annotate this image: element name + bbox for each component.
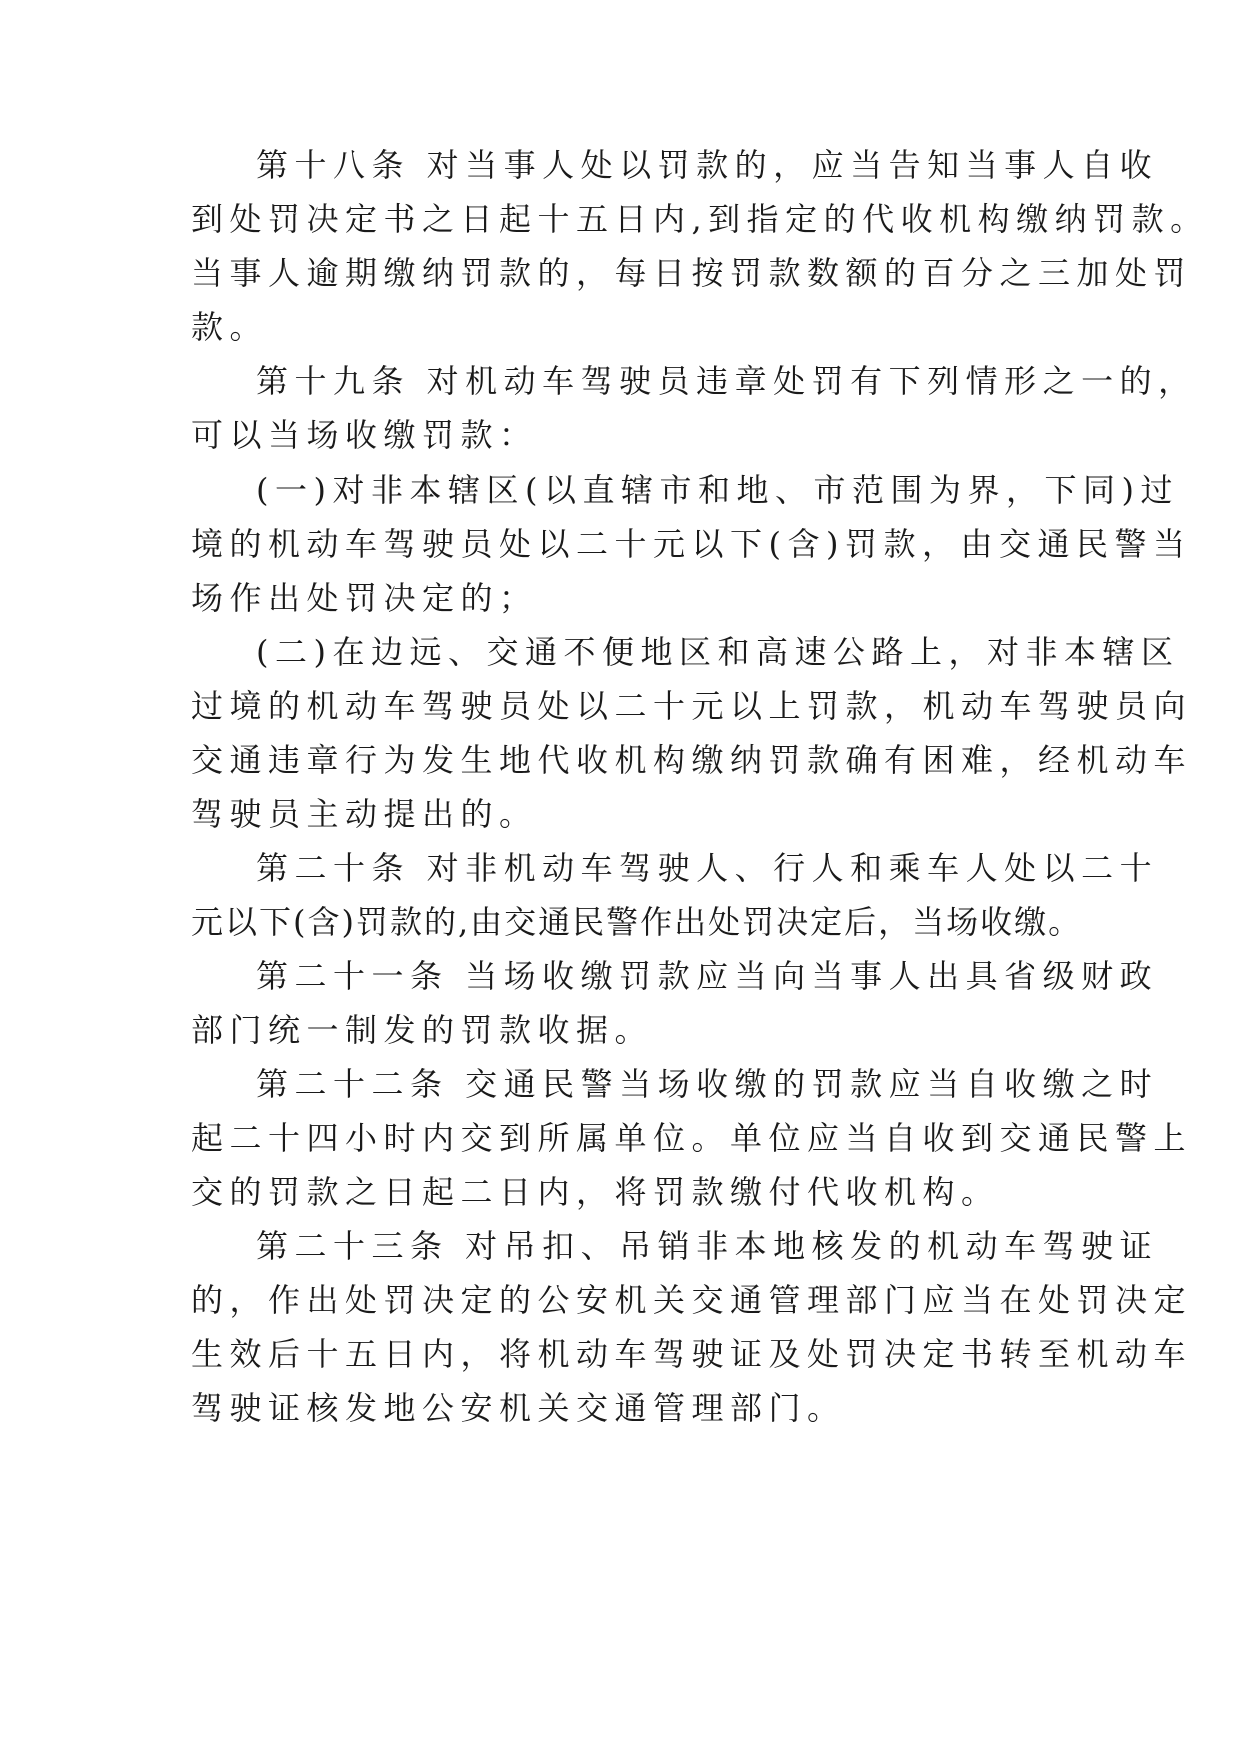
article-18-line-2: 到处罚决定书之日起十五日内,到指定的代收机构缴纳罚款。	[191, 200, 1209, 238]
article-23-line-3: 生效后十五日内，将机动车驾驶证及处罚决定书转至机动车	[191, 1335, 1193, 1373]
clause-2-line-4: 驾驶员主动提出的。	[191, 795, 538, 833]
article-20-line-1: 第二十条 对非机动车驾驶人、行人和乘车人处以二十	[256, 849, 1159, 887]
article-23-line-1: 第二十三条 对吊扣、吊销非本地核发的机动车驾驶证	[256, 1227, 1159, 1265]
article-18-line-3: 当事人逾期缴纳罚款的，每日按罚款数额的百分之三加处罚	[191, 254, 1193, 292]
clause-2-line-3: 交通违章行为发生地代收机构缴纳罚款确有困难，经机动车	[191, 741, 1193, 779]
article-19-line-1: 第十九条 对机动车驾驶员违章处罚有下列情形之一的，	[256, 362, 1197, 400]
clause-1-line-1: (一)对非本辖区(以直辖市和地、市范围为界，下同)过	[256, 471, 1179, 509]
article-21-line-2: 部门统一制发的罚款收据。	[191, 1011, 654, 1049]
clause-2-line-1: (二)在边远、交通不便地区和高速公路上，对非本辖区	[256, 633, 1180, 671]
article-18-line-1: 第十八条 对当事人处以罚款的，应当告知当事人自收	[256, 146, 1159, 184]
clause-1-line-3: 场作出处罚决定的；	[191, 579, 538, 617]
clause-1-line-2: 境的机动车驾驶员处以二十元以下(含)罚款，由交通民警当	[191, 525, 1192, 563]
article-19-line-2: 可以当场收缴罚款：	[191, 416, 538, 454]
article-20-line-2: 元以下(含)罚款的,由交通民警作出处罚决定后，当场收缴。	[191, 903, 1083, 941]
article-22-line-2: 起二十四小时内交到所属单位。单位应当自收到交通民警上	[191, 1119, 1193, 1157]
article-23-line-2: 的，作出处罚决定的公安机关交通管理部门应当在处罚决定	[191, 1281, 1193, 1319]
article-18-line-4: 款。	[191, 308, 269, 346]
article-21-line-1: 第二十一条 当场收缴罚款应当向当事人出具省级财政	[256, 957, 1159, 995]
article-22-line-1: 第二十二条 交通民警当场收缴的罚款应当自收缴之时	[256, 1065, 1159, 1103]
article-22-line-3: 交的罚款之日起二日内，将罚款缴付代收机构。	[191, 1173, 1000, 1211]
article-23-line-4: 驾驶证核发地公安机关交通管理部门。	[191, 1389, 846, 1427]
clause-2-line-2: 过境的机动车驾驶员处以二十元以上罚款，机动车驾驶员向	[191, 687, 1193, 725]
